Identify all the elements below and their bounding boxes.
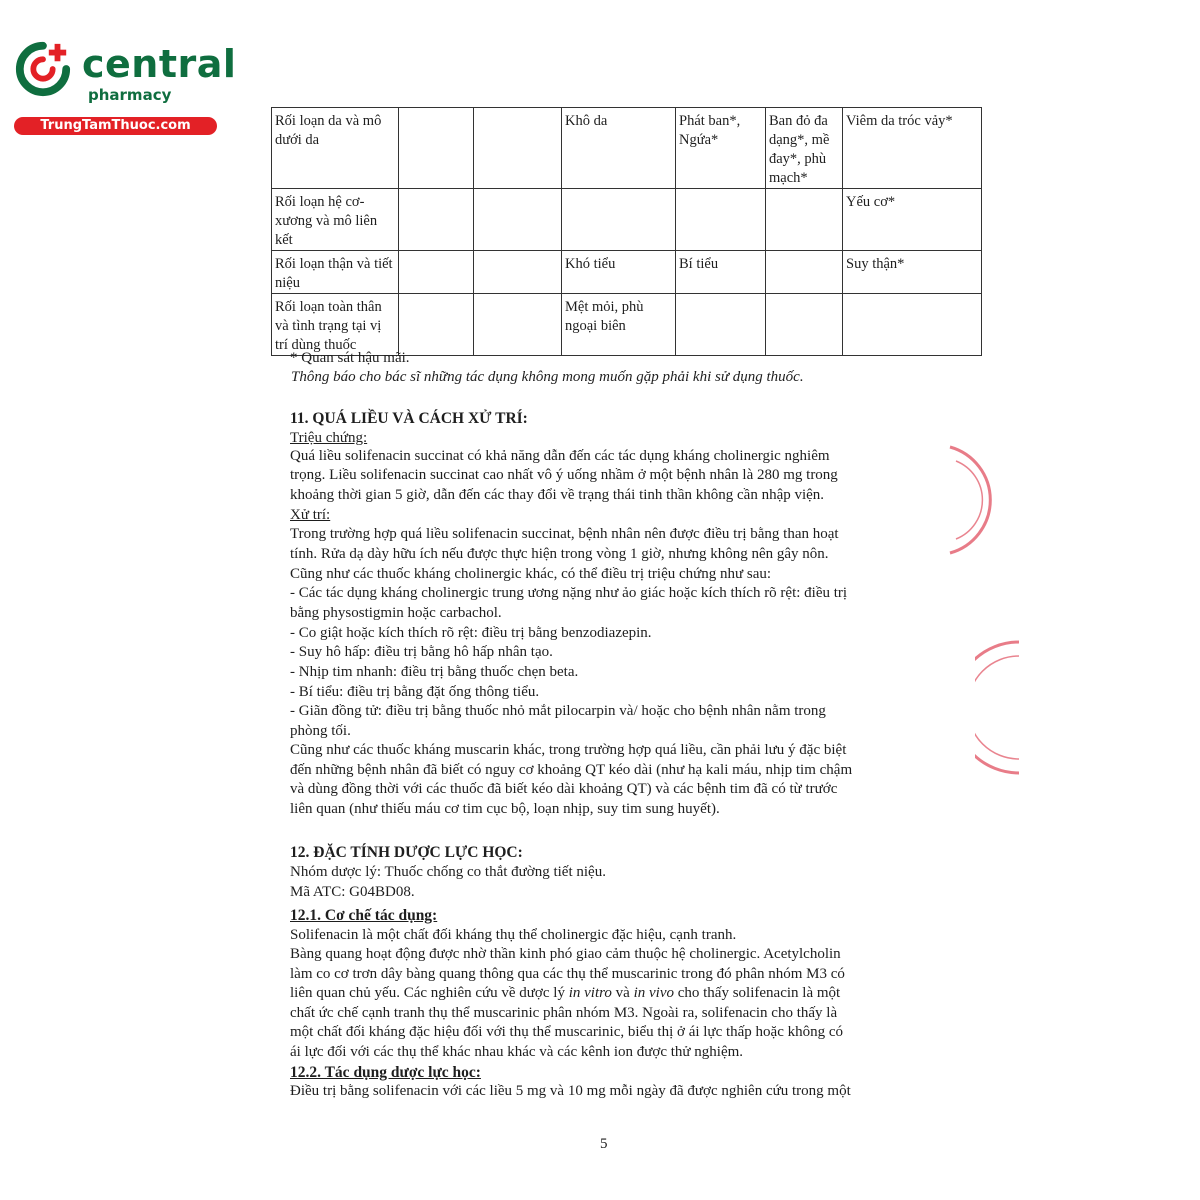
treatment-label: Xử trí: xyxy=(290,507,331,523)
table-cell: Khó tiểu xyxy=(562,251,676,294)
paragraph-line: Solifenacin là một chất đối kháng thụ thể cholinergic đặc hiệu, cạnh tranh. xyxy=(290,927,737,943)
table-cell xyxy=(399,108,474,189)
table-cell xyxy=(843,294,982,356)
table-cell xyxy=(562,189,676,251)
logo-website[interactable]: TrungTamThuoc.com xyxy=(14,117,217,135)
text-run: và xyxy=(611,985,634,1001)
paragraph-line: khoảng thời gian 5 giờ, dẫn đến các thay đổi về trạng thái tinh thần không cần nhập viện. xyxy=(290,487,825,503)
table-cell: Ban đỏ đa dạng*, mề đay*, phù mạch* xyxy=(766,108,843,189)
table-cell xyxy=(474,108,562,189)
section-12-title: 12. ĐẶC TÍNH DƯỢC LỰC HỌC: xyxy=(290,844,523,861)
table-cell xyxy=(766,294,843,356)
footnote: * Quan sát hậu mãi. xyxy=(290,350,410,366)
paragraph-line: - Giãn đồng tử: điều trị bằng thuốc nhỏ mắt pilocarpin và/ hoặc cho bệnh nhân nằm trong xyxy=(290,703,826,719)
organ-cell: Rối loạn toàn thân và tình trạng tại vị trí dùng thuốc xyxy=(272,294,399,356)
table-cell: Viêm da tróc vảy* xyxy=(843,108,982,189)
notice-text: Thông báo cho bác sĩ những tác dụng không mong muốn gặp phải khi sử dụng thuốc. xyxy=(291,369,804,385)
table-cell: Bí tiểu xyxy=(676,251,766,294)
paragraph-line: Cũng như các thuốc kháng muscarin khác, trong trường hợp quá liều, cần phải lưu ý đặc biệt xyxy=(290,742,847,758)
organ-cell: Rối loạn thận và tiết niệu xyxy=(272,251,399,294)
symptoms-label: Triệu chứng: xyxy=(290,430,368,446)
text-run-italic: in vivo xyxy=(633,985,674,1001)
section-11-title: 11. QUÁ LIỀU VÀ CÁCH XỬ TRÍ: xyxy=(290,410,528,427)
text-run: cho thấy solifenacin là một xyxy=(673,985,841,1001)
paragraph-line: một chất đối kháng đặc hiệu đối với thụ thể muscarinic, biểu thị ở ái lực thấp hoặc không có xyxy=(290,1024,844,1040)
table-row xyxy=(272,108,982,189)
table-cell xyxy=(676,294,766,356)
table-cell: Suy thận* xyxy=(843,251,982,294)
table-cell xyxy=(676,189,766,251)
pharmacy-cross-icon xyxy=(14,40,72,98)
paragraph-line: - Bí tiểu: điều trị bằng đặt ống thông tiểu. xyxy=(290,684,540,700)
table-cell xyxy=(766,189,843,251)
paragraph-line: Bàng quang hoạt động được nhờ thần kinh phó giao cảm thuộc hệ cholinergic. Acetylcholin xyxy=(290,946,841,962)
table-row xyxy=(272,189,982,251)
paragraph-line: Trong trường hợp quá liều solifenacin succinat, bệnh nhân nên được điều trị bằng than hoạt xyxy=(290,526,839,542)
central-pharmacy-logo[interactable] xyxy=(8,36,237,136)
table-cell xyxy=(766,251,843,294)
table-cell: Phát ban*, Ngứa* xyxy=(676,108,766,189)
table-cell xyxy=(474,189,562,251)
table-cell xyxy=(399,189,474,251)
paragraph-line: Quá liều solifenacin succinat có khả năng dẫn đến các tác dụng kháng cholinergic nghiêm xyxy=(290,448,830,464)
paragraph-line: - Suy hô hấp: điều trị bằng hô hấp nhân tạo. xyxy=(290,644,553,660)
paragraph-line: tính. Rửa dạ dày hữu ích nếu được thực hiện trong vòng 1 giờ, nhưng không nên gây nôn. xyxy=(290,546,829,562)
side-effects-table xyxy=(271,107,982,356)
table-cell xyxy=(399,294,474,356)
section-12-1-title: 12.1. Cơ chế tác dụng: xyxy=(290,907,438,924)
company-stamp-upper xyxy=(948,445,1018,555)
section-12-2-title: 12.2. Tác dụng dược lực học: xyxy=(290,1064,481,1081)
paragraph-line: và dùng đồng thời với các thuốc đã biết kéo dài khoảng QT) và các bệnh tim đã có từ trước xyxy=(290,781,838,797)
paragraph-line: - Nhịp tim nhanh: điều trị bằng thuốc chẹn beta. xyxy=(290,664,579,680)
organ-cell: Rối loạn da và mô dưới da xyxy=(272,108,399,189)
table-cell xyxy=(399,251,474,294)
table-cell: Khô da xyxy=(562,108,676,189)
paragraph-line: trọng. Liều solifenacin succinat cao nhất vô ý uống nhầm ở một bệnh nhân là 280 mg trong xyxy=(290,467,838,483)
company-stamp-lower xyxy=(975,640,1020,775)
paragraph-line: bằng physostigmin hoặc carbachol. xyxy=(290,605,502,621)
paragraph-line: chất ức chế cạnh tranh thụ thể muscarinic phân nhóm M3. Ngoài ra, solifenacin cho thấy là xyxy=(290,1005,838,1021)
table-cell xyxy=(474,294,562,356)
table-cell: Mệt mỏi, phù ngoại biên xyxy=(562,294,676,356)
text-run: liên quan chủ yếu. Các nghiên cứu về dược lý xyxy=(290,985,569,1001)
atc-code: Mã ATC: G04BD08. xyxy=(290,884,415,900)
page-number: 5 xyxy=(600,1136,608,1152)
table-cell: Yếu cơ* xyxy=(843,189,982,251)
text-run-italic: in vitro xyxy=(568,985,612,1001)
table-row xyxy=(272,294,982,356)
paragraph-line: làm co cơ trơn dây bàng quang thông qua các thụ thể muscarinic trong đó phân nhóm M3 có xyxy=(290,966,845,982)
logo-subtitle: pharmacy xyxy=(88,86,172,104)
paragraph-line: ái lực đối với các thụ thể khác nhau khác và các kênh ion được thử nghiệm. xyxy=(290,1044,744,1060)
paragraph-line xyxy=(290,984,840,1004)
pharmacologic-group: Nhóm dược lý: Thuốc chống co thắt đường tiết niệu. xyxy=(290,864,606,880)
logo-name: central xyxy=(82,42,237,86)
paragraph-line: - Co giật hoặc kích thích rõ rệt: điều trị bằng benzodiazepin. xyxy=(290,625,652,641)
paragraph-line: đến những bệnh nhân đã biết có nguy cơ khoảng QT kéo dài (như hạ kali máu, nhịp tim chậm xyxy=(290,762,853,778)
table-row xyxy=(272,251,982,294)
paragraph-line: Cũng như các thuốc kháng cholinergic khác, có thể điều trị triệu chứng như sau: xyxy=(290,566,772,582)
paragraph-line: phòng tối. xyxy=(290,723,351,739)
paragraph-line: Điều trị bằng solifenacin với các liều 5 mg và 10 mg mỗi ngày đã được nghiên cứu trong một xyxy=(290,1083,851,1099)
paragraph-line: - Các tác dụng kháng cholinergic trung ương nặng như ảo giác hoặc kích thích rõ rệt: điều trị xyxy=(290,585,848,601)
organ-cell: Rối loạn hệ cơ-xương và mô liên kết xyxy=(272,189,399,251)
paragraph-line: liên quan (như thiếu máu cơ tim cục bộ, loạn nhịp, suy tim sung huyết). xyxy=(290,801,720,817)
table-cell xyxy=(474,251,562,294)
